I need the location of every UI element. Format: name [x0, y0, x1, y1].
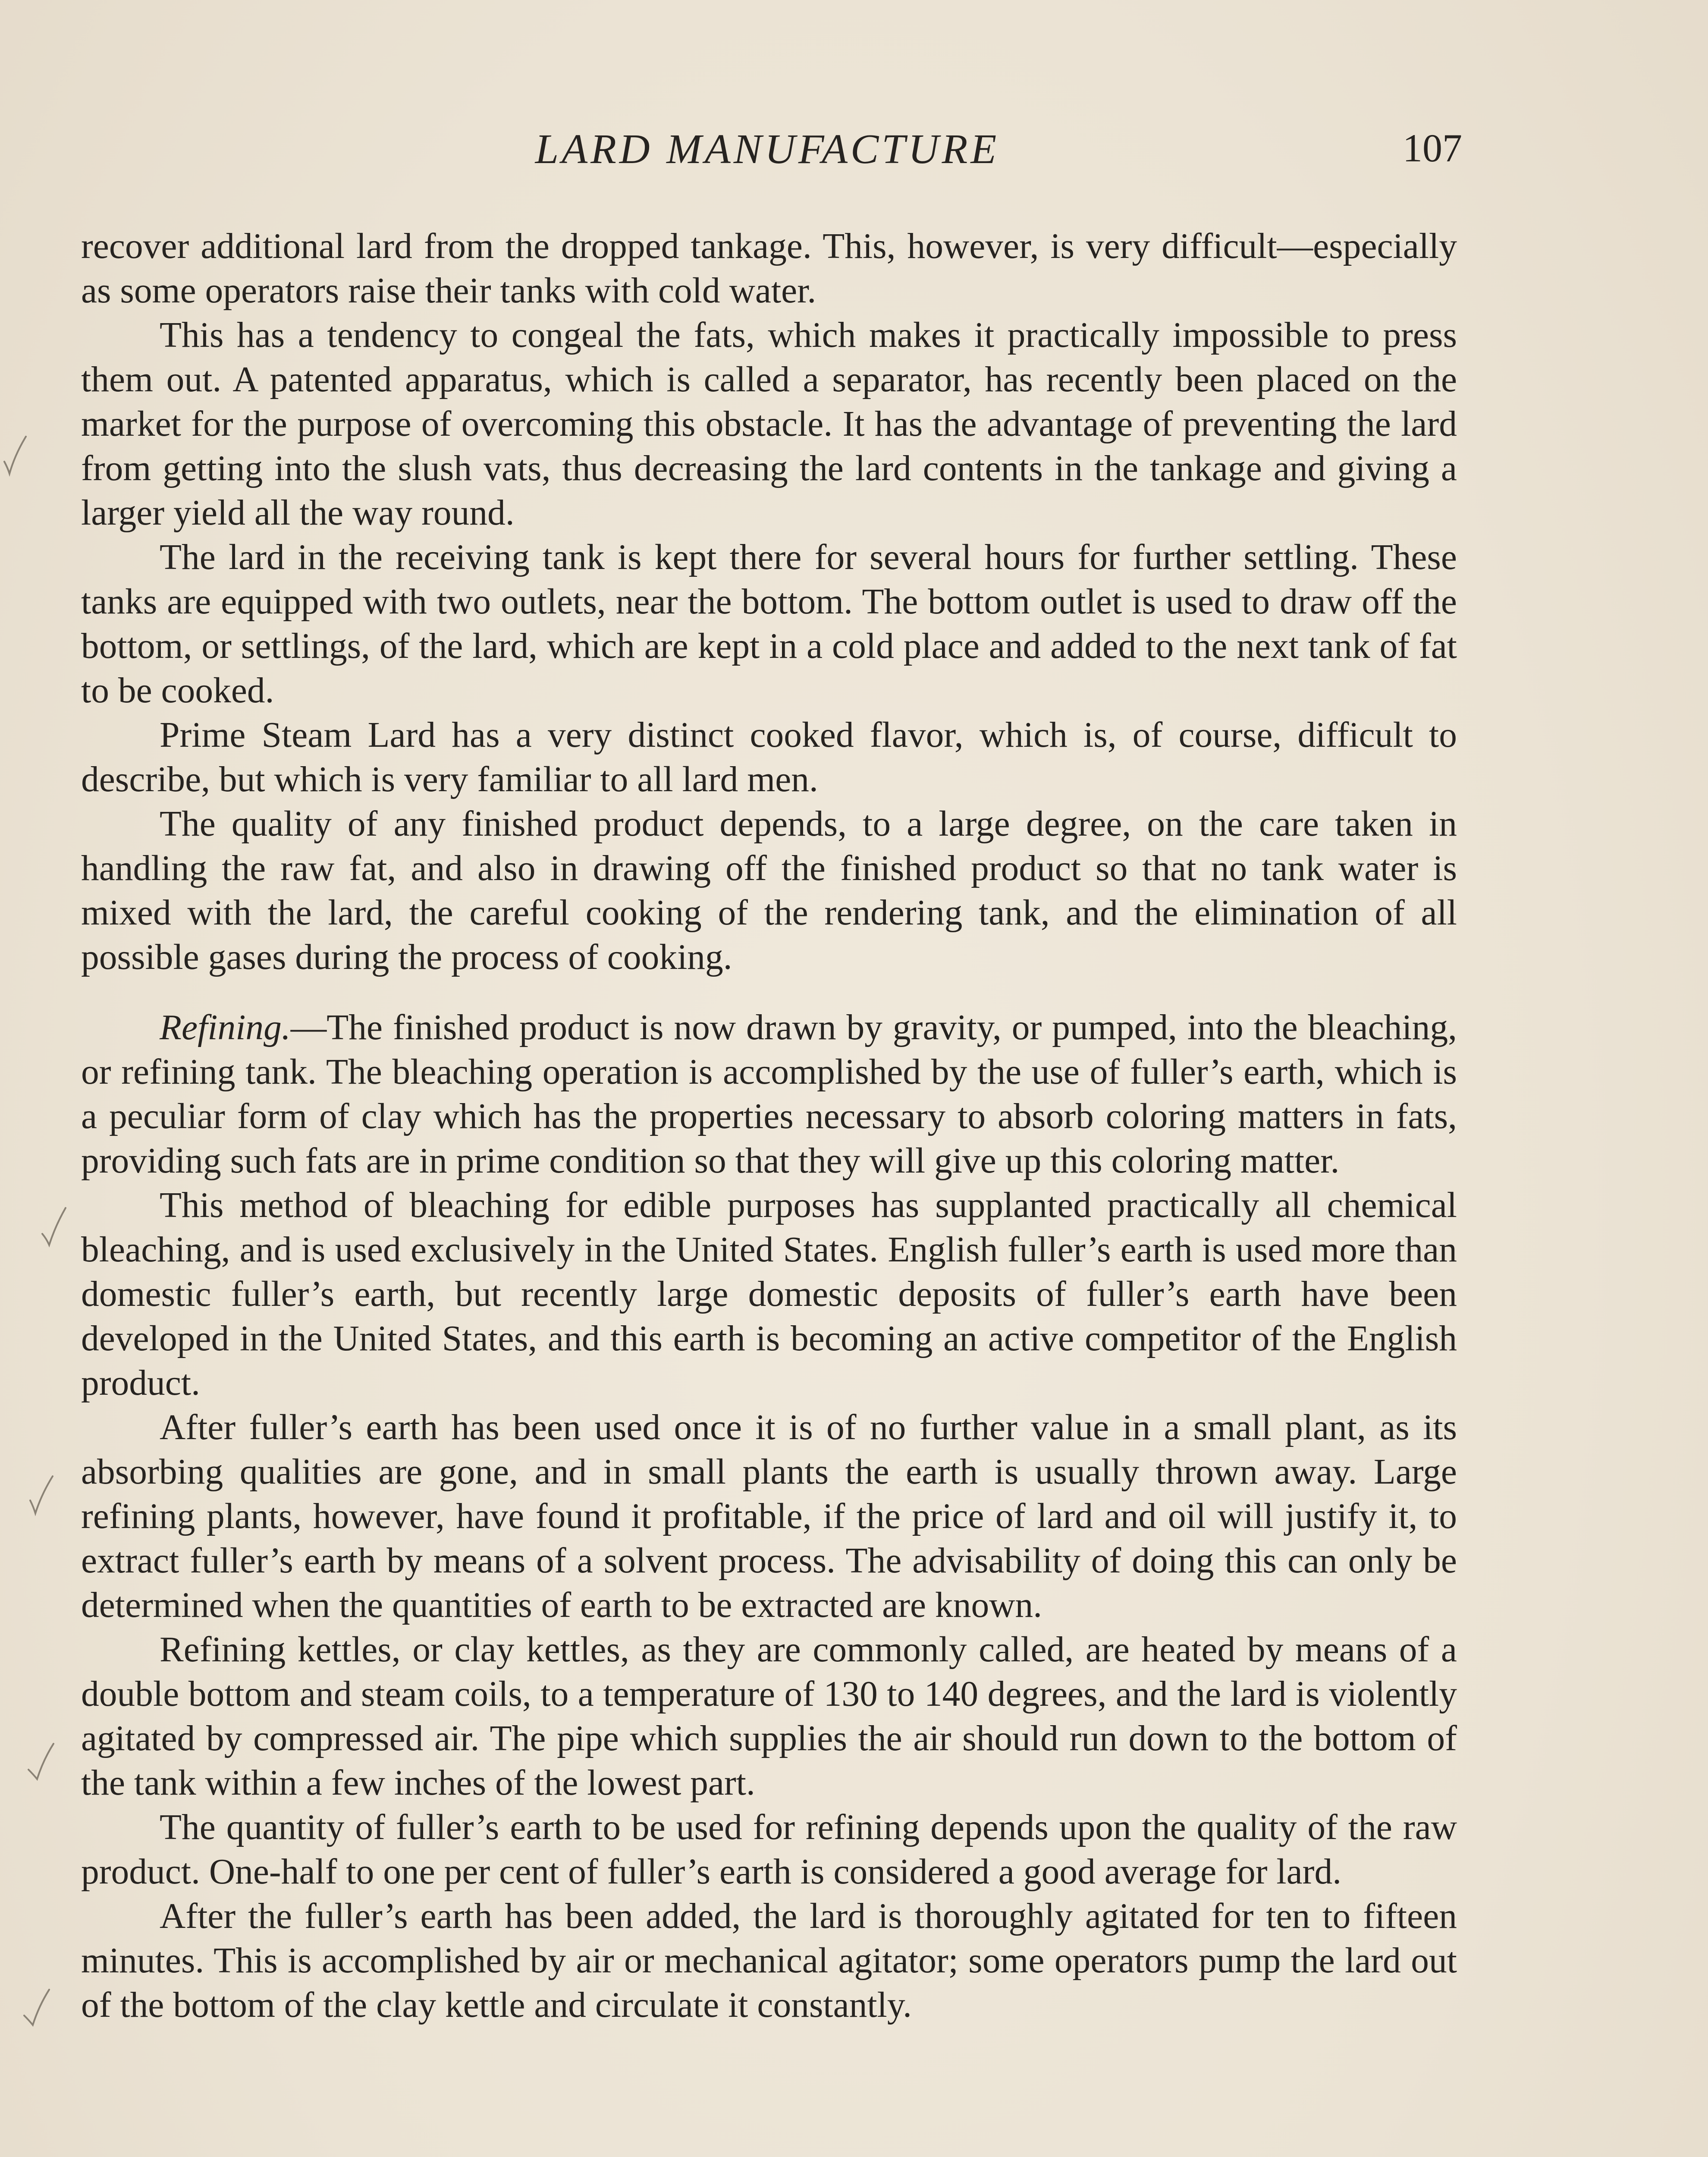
paragraph-continued: recover additional lard from the dropped tankage. This, however, is very difficult—especially as some operators raise their tanks with cold water.	[81, 226, 1457, 311]
paragraph-quality: The quality of any finished product depends, to a large degree, on the care taken in handling the raw fat, and also in drawing off the finished product so that no tank water is mixed with the lard, the careful cooking of the rendering tank, and the elimination of all possible gases during the process of cooking.	[81, 804, 1457, 977]
paragraph-agitation: After the fuller’s earth has been added, the lard is thoroughly agitated for ten to fifteen minutes. This is accomplished by air or mechanical agitator; some operators pump the lard out of the bottom of the clay kettle and circulate it constantly.	[81, 1896, 1457, 2025]
pencil-check-mark	[0, 431, 30, 479]
paragraph-separator: This has a tendency to congeal the fats, which makes it practically impossible to press them out. A patented apparatus, which is called a separator, has recently been placed on the market for the purpose of overcoming this obstacle. It has the advantage of preventing the lard from getting into the slush vats, thus decreasing the lard contents in the tankage and giving a larger yield all the way round.	[81, 315, 1457, 533]
running-title: LARD MANUFACTURE	[535, 126, 1000, 173]
pencil-check-mark	[22, 1984, 52, 2032]
refining-run-in-heading: Refining.	[160, 1008, 291, 1047]
body-text	[81, 224, 1457, 2028]
paragraph-bleaching-method: This method of bleaching for edible purposes has supplanted practically all chemical bleaching, and is used exclusively in the United States. English fuller’s earth is used more than domestic fuller’s earth, but recently large domestic deposits of fuller’s earth have been developed in the United States, and this earth is becoming an active competitor of the English product.	[81, 1185, 1457, 1403]
pencil-check-mark	[26, 1471, 56, 1519]
running-head	[81, 125, 1462, 186]
pencil-check-mark	[26, 1739, 56, 1786]
paragraph-receiving-tank: The lard in the receiving tank is kept there for several hours for further settling. These tanks are equipped with two outlets, near the bottom. The bottom outlet is used to draw off the bottom, or settlings, of the lard, which are kept in a cold place and added to the next tank of fat to be cooked.	[81, 538, 1457, 711]
page-number: 107	[1403, 126, 1462, 170]
refining-first-text: —The finished product is now drawn by gravity, or pumped, into the bleaching, or refining tank. The bleaching operation is accomplished by the use of fuller’s earth, which is a peculiar form of clay which has the properties necessary to absorb coloring matters in fats, providing such fats are in prime condition so that they will give up this coloring matter.	[81, 1008, 1457, 1181]
paragraph-refining	[81, 1006, 1457, 1183]
paragraph-used-earth: After fuller’s earth has been used once it is of no further value in a small plant, as its absorbing qualities are gone, and in small plants the earth is usually thrown away. Large refining plants, however, have found it profitable, if the price of lard and oil will justify it, to extract fuller’s earth by means of a solvent process. The advisability of doing this can only be determined when the quantities of earth to be extracted are known.	[81, 1408, 1457, 1625]
paragraph-prime-steam-lard: Prime Steam Lard has a very distinct cooked flavor, which is, of course, difficult to describe, but which is very familiar to all lard men.	[81, 715, 1457, 799]
paragraph-earth-quantity: The quantity of fuller’s earth to be used for refining depends upon the quality of the raw product. One-half to one per cent of fuller’s earth is considered a good average for lard.	[81, 1808, 1457, 1892]
paragraph-refining-kettles: Refining kettles, or clay kettles, as they are commonly called, are heated by means of a double bottom and steam coils, to a temperature of 130 to 140 degrees, and the lard is violently agitated by compressed air. The pipe which supplies the air should run down to the bottom of the tank within a few inches of the lowest part.	[81, 1630, 1457, 1803]
pencil-check-mark	[39, 1204, 69, 1251]
